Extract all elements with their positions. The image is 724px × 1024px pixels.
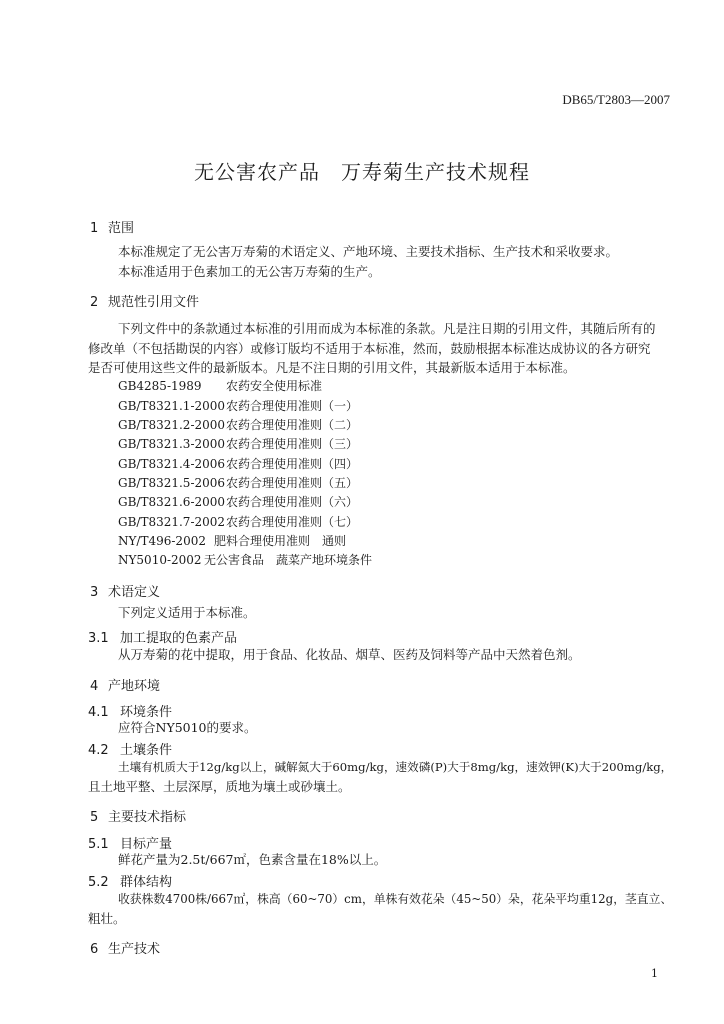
reference-name: 农药安全使用标准 <box>226 379 323 393</box>
section-number: 3 <box>90 585 99 600</box>
reference-item <box>118 474 358 491</box>
reference-name: 农药合理使用准则（四） <box>226 457 359 471</box>
reference-code: GB4285-1989 <box>118 379 202 393</box>
paragraph-line: 是否可使用这些文件的最新版本。凡是不注日期的引用文件，其最新版本适用于本标准。 <box>88 360 576 375</box>
reference-code: GB/T8321.1-2000 <box>118 399 226 413</box>
reference-name: 农药合理使用准则（一） <box>226 399 359 413</box>
subsection-title: 目标产量 <box>120 837 173 852</box>
paragraph: 下列定义适用于本标准。 <box>118 605 256 620</box>
document-number: DB65/T2803—2007 <box>562 92 670 107</box>
subsection-number: 4.2 <box>88 743 109 758</box>
reference-code: GB/T8321.7-2002 <box>118 515 226 529</box>
reference-code: GB/T8321.6-2000 <box>118 495 226 509</box>
subsection-number: 5.1 <box>88 837 109 852</box>
section-3-heading <box>90 581 160 600</box>
subsection-4-2-heading <box>88 739 172 758</box>
subsection-5-2-heading <box>88 871 172 890</box>
reference-code: NY/T496-2002 <box>118 534 206 548</box>
reference-name: 农药合理使用准则（三） <box>226 437 359 451</box>
reference-item <box>118 455 358 472</box>
document-title: 无公害农产品 万寿菊生产技术规程 <box>194 160 530 184</box>
subsection-title: 加工提取的色素产品 <box>120 631 238 646</box>
reference-item <box>118 435 358 452</box>
section-number: 4 <box>90 679 99 694</box>
paragraph-line: 下列文件中的条款通过本标准的引用而成为本标准的条款。凡是注日期的引用文件，其随后所有的 <box>118 321 656 336</box>
paragraph-line: 修改单（不包括勘误的内容）或修订版均不适用于本标准，然而，鼓励根据本标准达成协议的各方研究 <box>88 341 651 356</box>
section-number: 5 <box>90 810 99 825</box>
section-4-heading <box>90 675 160 694</box>
section-title: 术语定义 <box>108 585 161 600</box>
reference-item <box>118 416 358 433</box>
section-5-heading <box>90 806 186 825</box>
section-1-heading <box>90 217 134 236</box>
reference-item <box>118 377 322 394</box>
paragraph-line: 土壤有机质大于12g/kg以上，碱解氮大于60mg/kg，速效磷(P)大于8mg/kg，速效钾(K)大于200mg/kg， <box>118 760 673 774</box>
paragraph: 应符合NY5010的要求。 <box>118 720 257 735</box>
reference-item <box>118 493 358 510</box>
reference-code: NY5010-2002 <box>118 553 202 567</box>
section-title: 范围 <box>108 221 135 236</box>
paragraph: 从万寿菊的花中提取，用于食品、化妆品、烟草、医药及饲料等产品中天然着色剂。 <box>118 647 581 662</box>
section-number: 1 <box>90 221 99 236</box>
reference-code: GB/T8321.2-2000 <box>118 418 226 432</box>
reference-name: 农药合理使用准则（七） <box>226 515 359 529</box>
reference-code: GB/T8321.4-2006 <box>118 457 226 471</box>
section-number: 6 <box>90 942 99 957</box>
paragraph: 鲜花产量为2.5t/667㎡，色素含量在18%以上。 <box>118 852 387 867</box>
section-title: 规范性引用文件 <box>108 295 200 310</box>
subsection-title: 土壤条件 <box>120 743 173 758</box>
reference-code: GB/T8321.3-2000 <box>118 437 226 451</box>
section-title: 生产技术 <box>108 942 161 957</box>
section-number: 2 <box>90 295 99 310</box>
reference-name: 农药合理使用准则（六） <box>226 495 359 509</box>
section-title: 产地环境 <box>108 679 161 694</box>
reference-item <box>118 513 358 530</box>
section-2-heading <box>90 291 199 310</box>
reference-item <box>118 397 358 414</box>
paragraph: 本标准适用于色素加工的无公害万寿菊的生产。 <box>118 264 381 279</box>
paragraph-line: 且土地平整、土层深厚，质地为壤土或砂壤土。 <box>88 779 351 794</box>
subsection-3-1-heading <box>88 627 237 646</box>
paragraph-line: 收获株数4700株/667㎡，株高（60~70）cm，单株有效花朵（45~50）朵，花朵平均重12g，茎直立、 <box>118 892 673 906</box>
subsection-title: 环境条件 <box>120 705 173 720</box>
subsection-number: 5.2 <box>88 875 109 890</box>
reference-name: 肥料合理使用准则 通则 <box>214 534 347 548</box>
paragraph: 本标准规定了无公害万寿菊的术语定义、产地环境、主要技术指标、生产技术和采收要求。 <box>118 244 619 259</box>
reference-name: 无公害食品 蔬菜产地环境条件 <box>204 553 373 567</box>
reference-item <box>118 532 346 549</box>
section-6-heading <box>90 938 160 957</box>
page-number: 1 <box>651 967 658 980</box>
subsection-title: 群体结构 <box>120 875 173 890</box>
reference-item <box>118 551 372 568</box>
section-title: 主要技术指标 <box>108 810 187 825</box>
reference-name: 农药合理使用准则（五） <box>226 476 359 490</box>
reference-code: GB/T8321.5-2006 <box>118 476 226 490</box>
paragraph-line: 粗壮。 <box>88 911 126 926</box>
subsection-number: 4.1 <box>88 705 109 720</box>
subsection-number: 3.1 <box>88 631 109 646</box>
reference-name: 农药合理使用准则（二） <box>226 418 359 432</box>
